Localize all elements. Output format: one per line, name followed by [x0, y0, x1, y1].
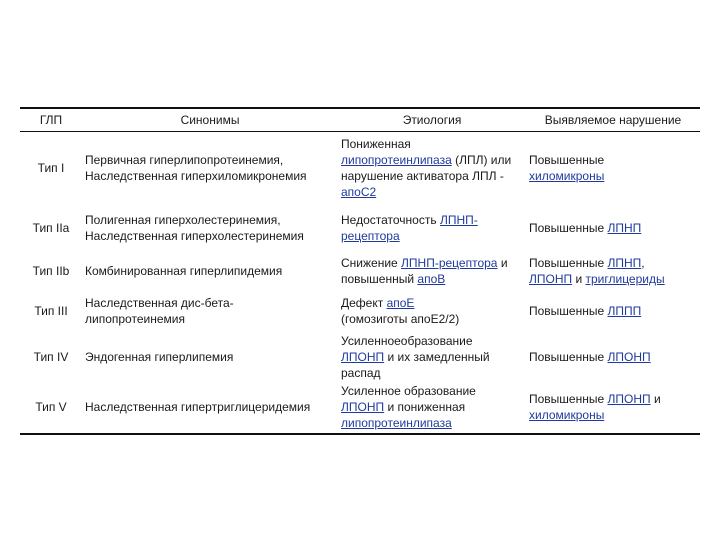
disorder-text: Повышенные — [529, 255, 608, 270]
type-cell: Тип IV — [33, 349, 69, 364]
etiology-cell — [338, 252, 526, 290]
type-cell: Тип I — [37, 160, 65, 175]
link-vldl[interactable]: ЛПОНП — [341, 400, 385, 414]
etiology-text: (гомозиготы апоЕ2/2) — [341, 311, 460, 326]
disorder-cell — [526, 332, 700, 382]
synonyms-cell — [82, 252, 338, 290]
table-row — [20, 290, 700, 332]
etiology-text: и их замедленный распад — [341, 349, 490, 380]
link-lipoprotein-lipase[interactable]: липопротеинлипаза — [341, 152, 452, 167]
table-row — [20, 332, 700, 382]
disorder-text: Повышенные — [529, 220, 608, 235]
table-row — [20, 132, 700, 204]
link-apoc2[interactable]: апоС2 — [341, 184, 377, 199]
etiology-cell — [338, 332, 526, 382]
link-apob[interactable]: апоВ — [417, 271, 446, 286]
synonyms-cell — [82, 290, 338, 332]
disorder-text: и — [650, 392, 661, 406]
etiology-text: Недостаточность — [341, 212, 440, 227]
type-cell: Тип IIa — [32, 220, 70, 235]
disorder-cell — [526, 132, 700, 204]
disorder-text: и — [572, 271, 586, 286]
link-ldl-receptor[interactable]: ЛПНП-рецептора — [401, 255, 498, 270]
synonym-line: Наследственная гиперхиломикронемия — [85, 168, 307, 183]
link-idl[interactable]: ЛППП — [607, 303, 642, 318]
synonym-line: Полигенная гиперхолестеринемия, — [85, 212, 281, 227]
link-ldl[interactable]: ЛПНП — [607, 255, 642, 270]
etiology-text: и пониженная — [384, 400, 466, 414]
synonyms-cell — [82, 332, 338, 382]
disorder-text: , — [641, 255, 645, 270]
table-row — [20, 382, 700, 434]
header-synonyms: Синонимы — [82, 108, 338, 132]
synonym-line: Наследственная гипертриглицеридемия — [85, 400, 311, 414]
disorder-text: Повышенные — [529, 349, 608, 364]
link-triglycerides[interactable]: триглицериды — [585, 271, 665, 286]
disorder-text: Повышенные — [529, 392, 608, 406]
header-etiology: Этиология — [338, 108, 526, 132]
disorder-text: Повышенные — [529, 152, 605, 167]
disorder-text: Повышенные — [529, 303, 608, 318]
synonym-line: липопротеинемия — [85, 311, 185, 326]
disorder-cell — [526, 252, 700, 290]
etiology-text: (ЛПЛ) или нарушение активатора ЛПЛ - — [341, 152, 512, 183]
link-chylomicrons[interactable]: хиломикроны — [529, 408, 605, 422]
synonym-line: Эндогенная гиперлипемия — [85, 349, 234, 364]
link-lipoprotein-lipase[interactable]: липопротеинлипаза — [341, 416, 452, 430]
etiology-text: Усиленноеобразование — [341, 333, 473, 348]
etiology-text: Дефект — [341, 295, 387, 310]
disorder-cell — [526, 290, 700, 332]
table-row — [20, 252, 700, 290]
type-cell: Тип IIb — [32, 263, 70, 278]
link-vldl[interactable]: ЛПОНП — [341, 349, 385, 364]
link-vldl[interactable]: ЛПОНП — [607, 392, 651, 406]
link-vldl[interactable]: ЛПОНП — [607, 349, 651, 364]
etiology-text: Усиленное образование — [341, 384, 476, 398]
etiology-cell — [338, 204, 526, 252]
link-chylomicrons[interactable]: хиломикроны — [529, 168, 605, 183]
table-header-row — [20, 108, 700, 132]
table-row — [20, 204, 700, 252]
synonym-line: Наследственная гиперхолестеринемия — [85, 228, 304, 243]
disorder-cell — [526, 204, 700, 252]
type-cell: Тип V — [35, 400, 67, 414]
etiology-text: Пониженная — [341, 136, 411, 151]
disorder-cell — [526, 382, 700, 434]
synonym-line: Первичная гиперлипопротеинемия, — [85, 152, 284, 167]
synonyms-cell — [82, 132, 338, 204]
synonyms-cell — [82, 382, 338, 434]
synonyms-cell — [82, 204, 338, 252]
lipoprotein-table — [20, 107, 700, 435]
etiology-text: и повышенный — [341, 255, 508, 286]
type-cell: Тип III — [34, 303, 68, 318]
synonym-line: Наследственная дис-бета- — [85, 295, 234, 310]
etiology-text: Снижение — [341, 255, 402, 270]
synonym-line: Комбинированная гиперлипидемия — [85, 263, 283, 278]
etiology-cell — [338, 382, 526, 434]
link-apoe[interactable]: апоЕ — [386, 295, 415, 310]
header-glp: ГЛП — [20, 108, 82, 132]
link-vldl[interactable]: ЛПОНП — [529, 271, 573, 286]
link-ldl-receptor[interactable]: ЛПНП-рецептора — [341, 212, 478, 243]
etiology-cell — [338, 132, 526, 204]
header-disorder: Выявляемое нарушение — [526, 108, 700, 132]
link-ldl[interactable]: ЛПНП — [607, 220, 642, 235]
etiology-cell — [338, 290, 526, 332]
